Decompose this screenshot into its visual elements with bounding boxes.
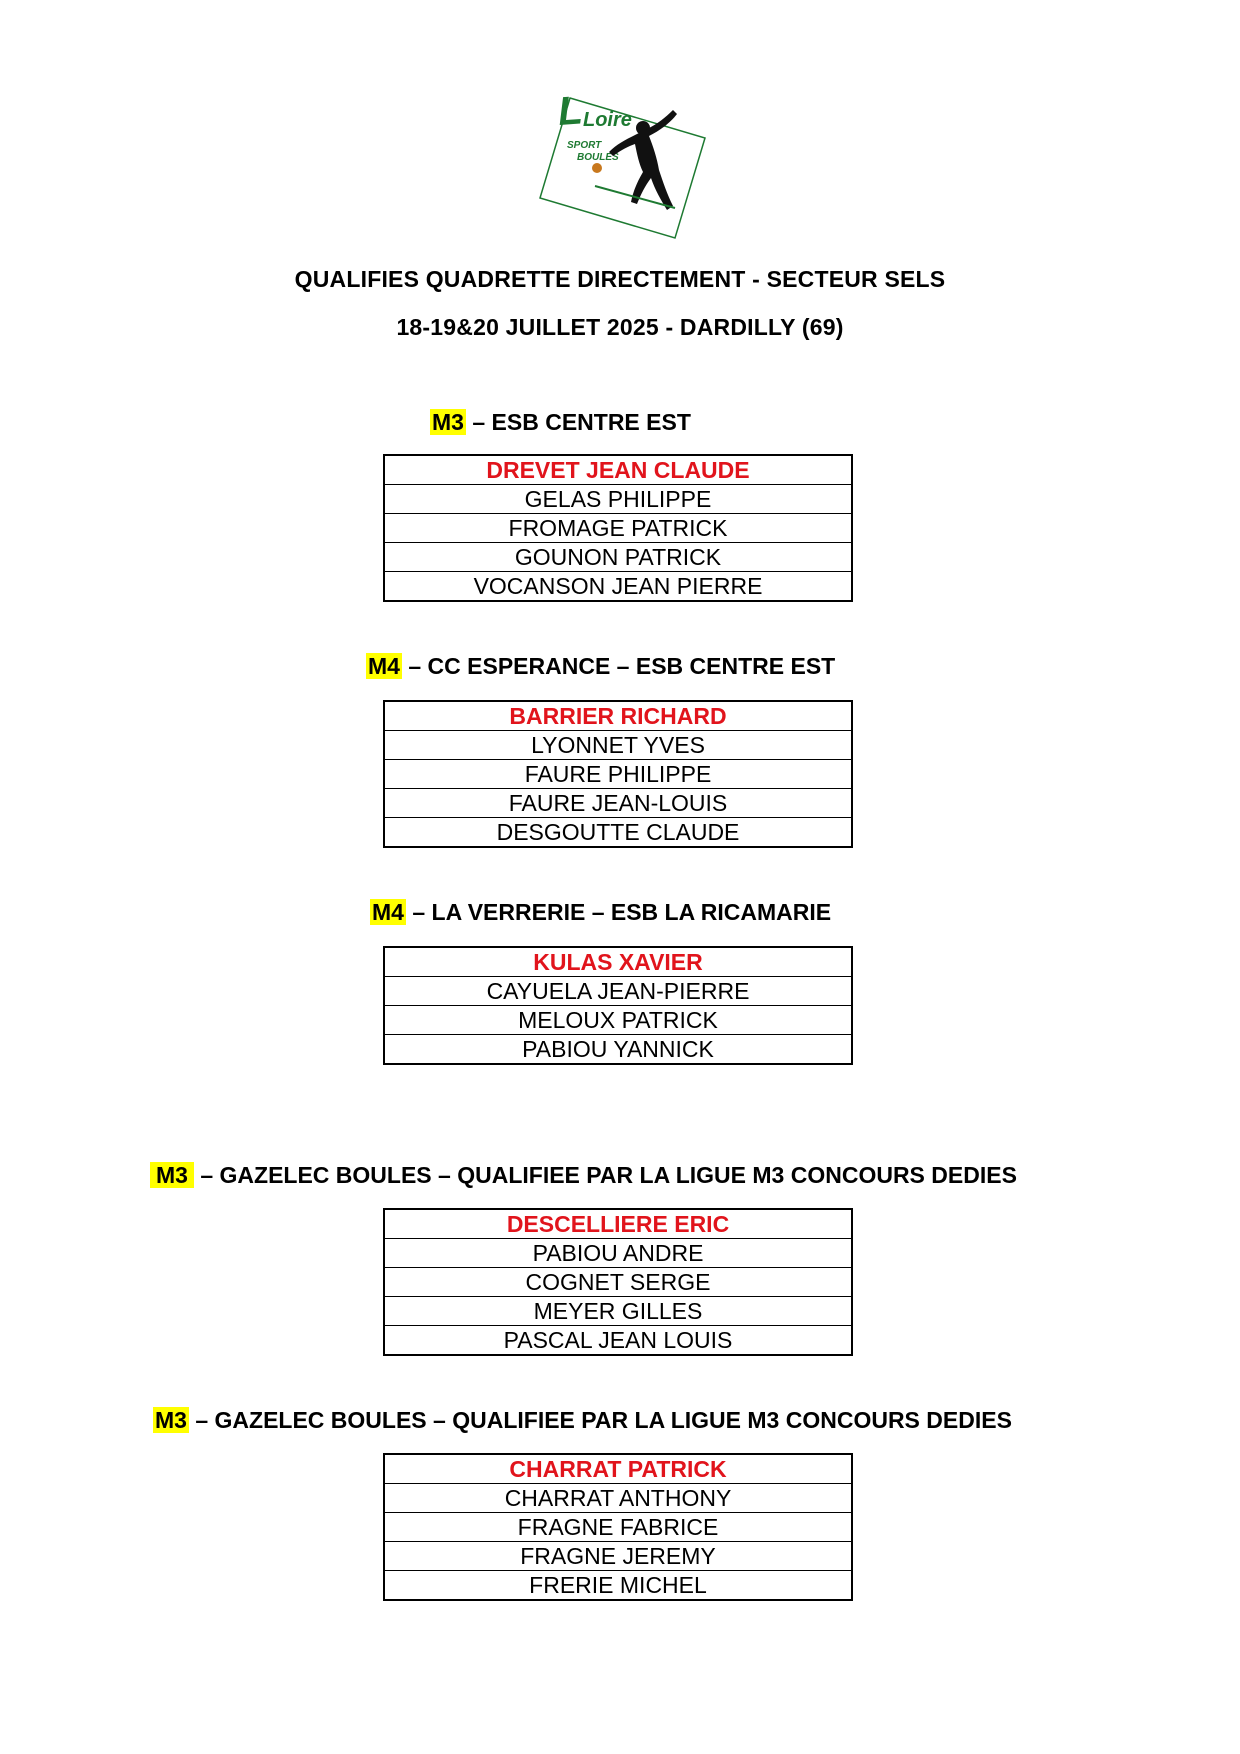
table-row bbox=[384, 1297, 852, 1326]
team-heading bbox=[150, 1160, 1017, 1190]
category-badge: M4 bbox=[372, 899, 404, 925]
table-row bbox=[384, 1268, 852, 1297]
table-row bbox=[384, 1035, 852, 1065]
team-heading bbox=[153, 1405, 1012, 1435]
player-name: VOCANSON JEAN PIERRE bbox=[384, 572, 852, 602]
player-name: DESGOUTTE CLAUDE bbox=[384, 818, 852, 848]
category-badge: M4 bbox=[368, 653, 400, 679]
category-badge: M3 bbox=[150, 1162, 194, 1188]
team-roster-table bbox=[383, 1208, 853, 1356]
player-name: PASCAL JEAN LOUIS bbox=[384, 1326, 852, 1356]
table-row bbox=[384, 977, 852, 1006]
table-row bbox=[384, 818, 852, 848]
player-name: FRAGNE JEREMY bbox=[384, 1542, 852, 1571]
loire-sport-boules-logo bbox=[525, 78, 725, 243]
team-roster-table bbox=[383, 1453, 853, 1601]
table-row bbox=[384, 1326, 852, 1356]
captain-name: DREVET JEAN CLAUDE bbox=[384, 455, 852, 485]
team-roster-table bbox=[383, 700, 853, 848]
table-row bbox=[384, 760, 852, 789]
table-row bbox=[384, 1006, 852, 1035]
captain-name: DESCELLIERE ERIC bbox=[384, 1209, 852, 1239]
category-badge: M3 bbox=[155, 1407, 187, 1433]
table-row bbox=[384, 1542, 852, 1571]
captain-name: KULAS XAVIER bbox=[384, 947, 852, 977]
table-row bbox=[384, 572, 852, 602]
player-name: COGNET SERGE bbox=[384, 1268, 852, 1297]
table-row bbox=[384, 455, 852, 485]
logo-word: Loire bbox=[583, 109, 632, 131]
player-name: CAYUELA JEAN-PIERRE bbox=[384, 977, 852, 1006]
team-label: – ESB CENTRE EST bbox=[465, 409, 691, 435]
svg-text:L: L bbox=[556, 88, 585, 134]
logo-boules: BOULES bbox=[577, 152, 619, 163]
captain-name: CHARRAT PATRICK bbox=[384, 1454, 852, 1484]
team-label: – GAZELEC BOULES – QUALIFIEE PAR LA LIGUE M3 CONCOURS DEDIES bbox=[193, 1162, 1017, 1188]
team-roster-table bbox=[383, 946, 853, 1065]
document-title: QUALIFIES QUADRETTE DIRECTEMENT - SECTEUR SELS bbox=[294, 266, 946, 292]
player-name: FROMAGE PATRICK bbox=[384, 514, 852, 543]
table-row bbox=[384, 485, 852, 514]
captain-name: BARRIER RICHARD bbox=[384, 701, 852, 731]
team-heading bbox=[366, 651, 835, 681]
team-roster-table bbox=[383, 454, 853, 602]
team-label: – LA VERRERIE – ESB LA RICAMARIE bbox=[405, 899, 832, 925]
table-row bbox=[384, 543, 852, 572]
team-heading bbox=[370, 897, 831, 927]
player-name: CHARRAT ANTHONY bbox=[384, 1484, 852, 1513]
player-name: FAURE JEAN-LOUIS bbox=[384, 789, 852, 818]
table-row bbox=[384, 1239, 852, 1268]
team-label: – GAZELEC BOULES – QUALIFIEE PAR LA LIGUE M3 CONCOURS DEDIES bbox=[188, 1407, 1012, 1433]
table-row bbox=[384, 789, 852, 818]
team-label: – CC ESPERANCE – ESB CENTRE EST bbox=[401, 653, 836, 679]
table-row bbox=[384, 947, 852, 977]
table-row bbox=[384, 1454, 852, 1484]
player-name: PABIOU YANNICK bbox=[384, 1035, 852, 1065]
player-name: GOUNON PATRICK bbox=[384, 543, 852, 572]
table-row bbox=[384, 1209, 852, 1239]
table-row bbox=[384, 1484, 852, 1513]
logo-sport: SPORT bbox=[567, 140, 602, 151]
player-name: PABIOU ANDRE bbox=[384, 1239, 852, 1268]
table-row bbox=[384, 1513, 852, 1542]
table-row bbox=[384, 701, 852, 731]
player-name: MEYER GILLES bbox=[384, 1297, 852, 1326]
team-heading bbox=[430, 407, 691, 437]
category-badge: M3 bbox=[432, 409, 464, 435]
table-row bbox=[384, 514, 852, 543]
document-subtitle: 18-19&20 JUILLET 2025 - DARDILLY (69) bbox=[396, 314, 844, 340]
player-name: FRERIE MICHEL bbox=[384, 1571, 852, 1601]
player-name: MELOUX PATRICK bbox=[384, 1006, 852, 1035]
table-row bbox=[384, 731, 852, 760]
player-name: GELAS PHILIPPE bbox=[384, 485, 852, 514]
player-name: LYONNET YVES bbox=[384, 731, 852, 760]
player-name: FAURE PHILIPPE bbox=[384, 760, 852, 789]
table-row bbox=[384, 1571, 852, 1601]
player-name: FRAGNE FABRICE bbox=[384, 1513, 852, 1542]
